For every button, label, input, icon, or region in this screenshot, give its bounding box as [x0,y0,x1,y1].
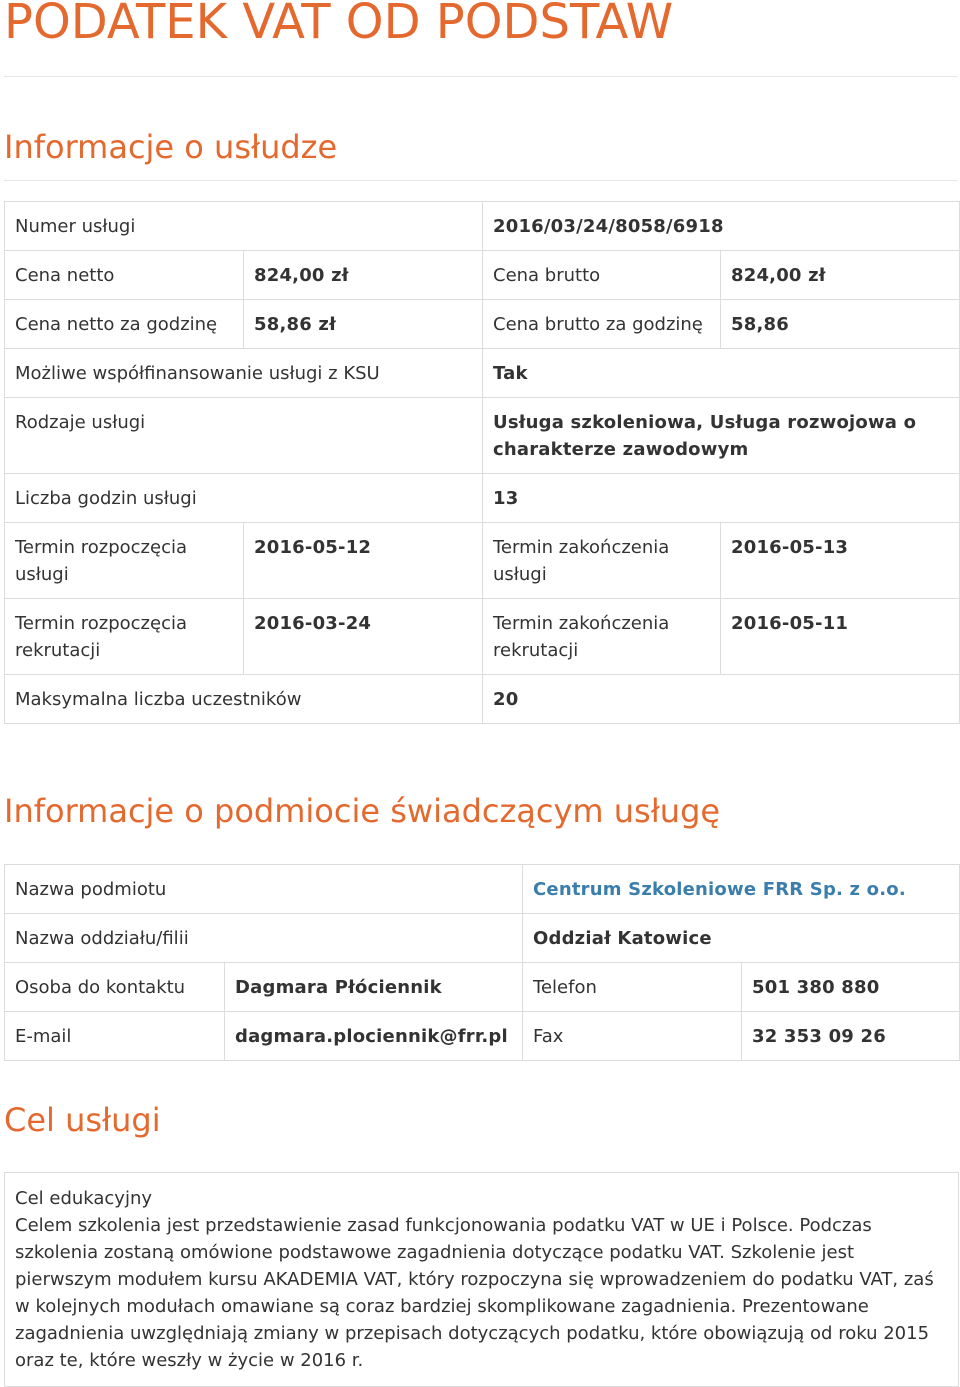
service-start-label: Termin rozpoczęcia usługi [5,523,244,599]
branch-name-value: Oddział Katowice [523,914,960,963]
section-divider [4,180,958,181]
recruitment-start-value: 2016-03-24 [244,599,483,675]
service-end-value: 2016-05-13 [721,523,960,599]
branch-name-label: Nazwa oddziału/filii [5,914,523,963]
table-row [5,398,960,474]
goal-text: Celem szkolenia jest przedstawienie zasad funkcjonowania podatku VAT w UE i Polsce. Podczas szkolenia zostaną omówione podstawowe zagadnienia dotyczące podatku VAT. Szkolenie jest pierwszym modułem kursu AKADEMIA VAT, który rozpoczyna się wprowadzeniem do podatku VAT, zaś w kolejnych modułach omawiane są coraz bardziej skomplikowane zagadnienia. Prezentowane zagadnienia uwzględniają zmiany w przepisach dotyczących podatku, które obowiązują od roku 2015 oraz te, które weszły w życie w 2016 r. [15,1215,934,1371]
table-row [5,675,960,724]
section-title-service-info: Informacje o usłudze [4,128,338,166]
table-row [5,865,960,914]
title-divider [4,76,958,77]
net-hour-price-label: Cena netto za godzinę [5,300,244,349]
goal-box [4,1172,959,1387]
net-price-label: Cena netto [5,251,244,300]
service-end-label: Termin zakończenia usługi [483,523,721,599]
fax-value: 32 353 09 26 [742,1012,960,1061]
goal-label: Cel edukacyjny [15,1188,153,1209]
table-row [5,599,960,675]
table-row [5,523,960,599]
table-row [5,1012,960,1061]
net-price-value: 824,00 zł [244,251,483,300]
service-types-value: Usługa szkoleniowa, Usługa rozwojowa o charakterze zawodowym [483,398,960,474]
fax-label: Fax [523,1012,742,1061]
recruitment-end-label: Termin zakończenia rekrutacji [483,599,721,675]
table-row [5,474,960,523]
table-row [5,914,960,963]
table-row [5,251,960,300]
service-number-value: 2016/03/24/8058/6918 [483,202,960,251]
cofinancing-value: Tak [483,349,960,398]
net-hour-price-value: 58,86 zł [244,300,483,349]
max-participants-label: Maksymalna liczba uczestników [5,675,483,724]
recruitment-start-label: Termin rozpoczęcia rekrutacji [5,599,244,675]
service-hours-label: Liczba godzin usługi [5,474,483,523]
gross-hour-price-label: Cena brutto za godzinę [483,300,721,349]
service-start-value: 2016-05-12 [244,523,483,599]
cofinancing-label: Możliwe współfinansowanie usługi z KSU [5,349,483,398]
gross-price-value: 824,00 zł [721,251,960,300]
recruitment-end-value: 2016-05-11 [721,599,960,675]
provider-name-label: Nazwa podmiotu [5,865,523,914]
phone-value: 501 380 880 [742,963,960,1012]
email-value: dagmara.plociennik@frr.pl [225,1012,523,1061]
service-hours-value: 13 [483,474,960,523]
gross-price-label: Cena brutto [483,251,721,300]
contact-person-label: Osoba do kontaktu [5,963,225,1012]
service-types-label: Rodzaje usługi [5,398,483,474]
max-participants-value: 20 [483,675,960,724]
contact-person-value: Dagmara Płóciennik [225,963,523,1012]
email-label: E-mail [5,1012,225,1061]
section-title-provider-info: Informacje o podmiocie świadczącym usługę [4,792,721,830]
table-row [5,202,960,251]
table-row [5,300,960,349]
provider-info-table [4,864,960,1061]
provider-name-link[interactable]: Centrum Szkoleniowe FRR Sp. z o.o. [523,865,960,914]
service-info-table [4,201,960,724]
section-title-goal: Cel usługi [4,1101,161,1139]
table-row [5,963,960,1012]
service-number-label: Numer usługi [5,202,483,251]
page-title: PODATEK VAT OD PODSTAW [4,0,674,50]
gross-hour-price-value: 58,86 [721,300,960,349]
phone-label: Telefon [523,963,742,1012]
table-row [5,349,960,398]
